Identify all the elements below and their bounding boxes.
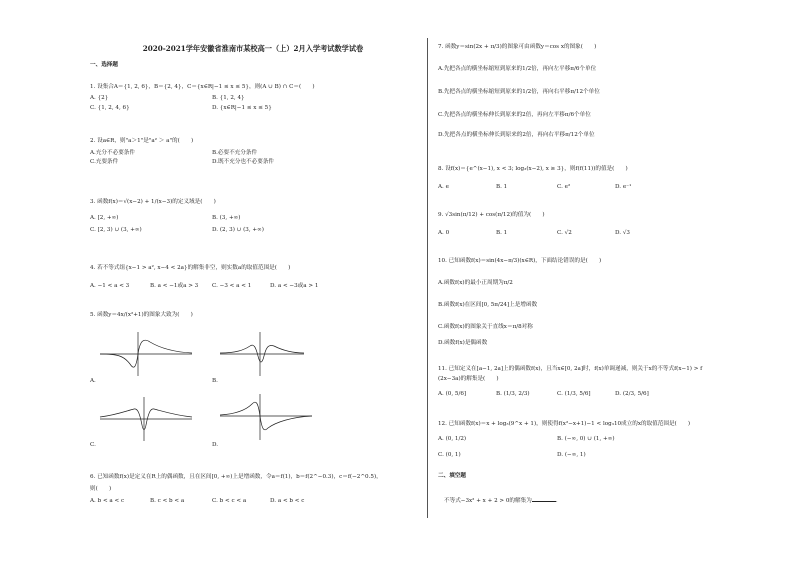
q3-stem: 3. 函数f(x)＝√(x−2) + 1/(x−3)的定义域是( ) (90, 199, 216, 205)
q8-option-d: D. e⁻¹ (615, 184, 632, 190)
q6-option-b: B. c < b < a (150, 498, 185, 504)
q1-option-a: A. {2} (90, 95, 109, 101)
q2-option-d: D.既不充分也不必要条件 (212, 159, 275, 165)
section-heading: 一、选择题 (90, 62, 118, 68)
q2-option-c: C.充要条件 (90, 159, 119, 165)
q11-option-d: D. (2/3, 5/6] (615, 391, 649, 397)
q10-option-d: D.函数f(x)是偶函数 (438, 340, 488, 346)
q9-option-c: C. √2 (557, 230, 572, 236)
q4-option-b: B. a < −1或a > 3 (150, 283, 199, 289)
column-divider (427, 38, 428, 518)
q8-option-c: C. e² (557, 184, 571, 190)
q13-stem: 不等式−3x² + x + 2 > 0的解集为 (444, 498, 532, 504)
q7-option-c: C.先把各点的横坐标伸长到原来的2倍，再向左平移π/6个单位 (438, 112, 591, 118)
q1-option-d: D. {x∈R|−1 ≤ x ≤ 5} (212, 105, 272, 111)
section-heading-2: 二、填空题 (438, 473, 466, 479)
q5-option-d: D. (212, 442, 219, 448)
q11-stem-cont: (2x−3a)的解集是( ) (438, 376, 499, 382)
q6-option-c: C. b < c < a (212, 498, 247, 504)
q12-option-c: C. (0, 1) (438, 452, 461, 458)
q3-option-c: C. [2, 3) ∪ (3, +∞) (90, 227, 142, 233)
q11-option-b: B. (1/3, 2/3) (496, 391, 530, 397)
q10-option-c: C.函数f(x)的图象关于直线x＝π/8对称 (438, 324, 533, 330)
q13-line (444, 496, 558, 505)
q4-option-a: A. −1 < a < 3 (90, 283, 130, 289)
q6-option-d: D. a < b < c (270, 498, 305, 504)
q7-stem: 7. 函数y＝sin(2x + π/3)的图象可由函数y＝cos x的图象( ) (438, 44, 597, 50)
q6-stem: 6. 已知函数f(x)是定义在R上的偶函数，且在区间[0, +∞)上是增函数，令a＝f(1)，b＝f(2^−0.3)，c＝f(−2^0.5)， (90, 474, 382, 480)
q2-option-a: A.充分不必要条件 (90, 150, 135, 156)
q10-option-a: A.函数f(x)的最小正周期为π/2 (438, 280, 513, 286)
q10-option-b: B.函数f(x)在区间[0, 5π/24]上是增函数 (438, 302, 538, 308)
q9-stem: 9. √3sin(π/12) + cos(π/12)的值为( ) (438, 212, 545, 218)
q5-option-b: B. (212, 378, 218, 384)
q9-option-b: B. 1 (496, 230, 508, 236)
q1-option-b: B. {1, 2, 4} (212, 95, 245, 101)
q12-option-d: D. (−∞, 1) (557, 452, 586, 458)
q4-stem: 4. 若不等式组{x−1 > a², x−4 < 2a}的解集非空，则实数a的取值范围是( ) (90, 265, 291, 271)
q9-option-a: A. 0 (438, 230, 450, 236)
q12-option-b: B. (−∞, 0) ∪ (1, +∞) (557, 436, 615, 442)
q12-option-a: A. (0, 1/2) (438, 436, 467, 442)
q1-stem: 1. 设集合A＝{1, 2, 6}，B＝{2, 4}，C＝{x∈R|−1 ≤ x ≤ 5}，则(A ∪ B) ∩ C＝( ) (90, 84, 315, 90)
q11-stem: 11. 已知定义在[a−1, 2a]上的偶函数f(x)，且当x∈[0, 2a]时，f(x)单调递减，则关于x的不等式f(x−1) > f (438, 366, 703, 372)
q1-option-c: C. {1, 2, 4, 6} (90, 105, 130, 111)
q8-option-b: B. 1 (496, 184, 508, 190)
q5-option-c: C. (90, 442, 96, 448)
q7-option-d: D.先把各点的横坐标伸长到原来的2倍，再向右平移π/12个单位 (438, 132, 595, 138)
q11-option-c: C. (1/3, 5/6] (557, 391, 591, 397)
q4-option-c: C. −3 < a < 1 (212, 283, 252, 289)
q5-graph-c (98, 395, 194, 443)
q5-graph-a (98, 330, 194, 378)
q3-option-b: B. (3, +∞) (212, 215, 241, 221)
q4-option-d: D. a < −3或a > 1 (270, 283, 319, 289)
q3-option-d: D. (2, 3) ∪ (3, +∞) (212, 227, 264, 233)
q2-option-b: B.必要不充分条件 (212, 150, 258, 156)
q11-option-a: A. (0, 5/6] (438, 391, 467, 397)
q6-stem-cont: 则( ) (90, 486, 112, 492)
q8-stem: 8. 设f(x)＝{e^(x−1), x < 3; log₃(x−2), x ≥ 3}，则f(f(11))的值是( ) (438, 166, 628, 172)
q7-option-a: A.先把各点的横坐标缩短到原来的1/2倍，再向左平移π/6个单位 (438, 66, 597, 72)
q12-stem: 12. 已知函数f(x)＝x + log₃(9^x + 1)，则使得f(x²−x+1)−1 < log₃10成立的x的取值范围是( ) (438, 421, 691, 427)
q9-option-d: D. √3 (615, 230, 630, 236)
q5-stem: 5. 函数y＝4x/(x²+1)的图象大致为( ) (90, 312, 193, 318)
page-title: 2020-2021学年安徽省淮南市某校高一（上）2月入学考试数学试卷 (142, 44, 364, 53)
answer-blank (532, 496, 556, 502)
q2-stem: 2. 设a∈R，则"a＞1"是"a² ＞ a"的( ) (90, 138, 194, 144)
q13-tail: . (555, 498, 558, 504)
q10-stem: 10. 已知函数f(x)＝sin(4x−π/3)(x∈R)，下面结论错误的是( ) (438, 258, 602, 264)
q8-option-a: A. e (438, 184, 449, 190)
q7-option-b: B.先把各点的横坐标缩短到原来的1/2倍，再向右平移π/12个单位 (438, 89, 600, 95)
q5-option-a: A. (90, 378, 96, 384)
q5-graph-d (218, 392, 314, 442)
q6-option-a: A. b < a < c (90, 498, 125, 504)
q5-graph-b (218, 330, 306, 378)
q3-option-a: A. [2, +∞) (90, 215, 119, 221)
